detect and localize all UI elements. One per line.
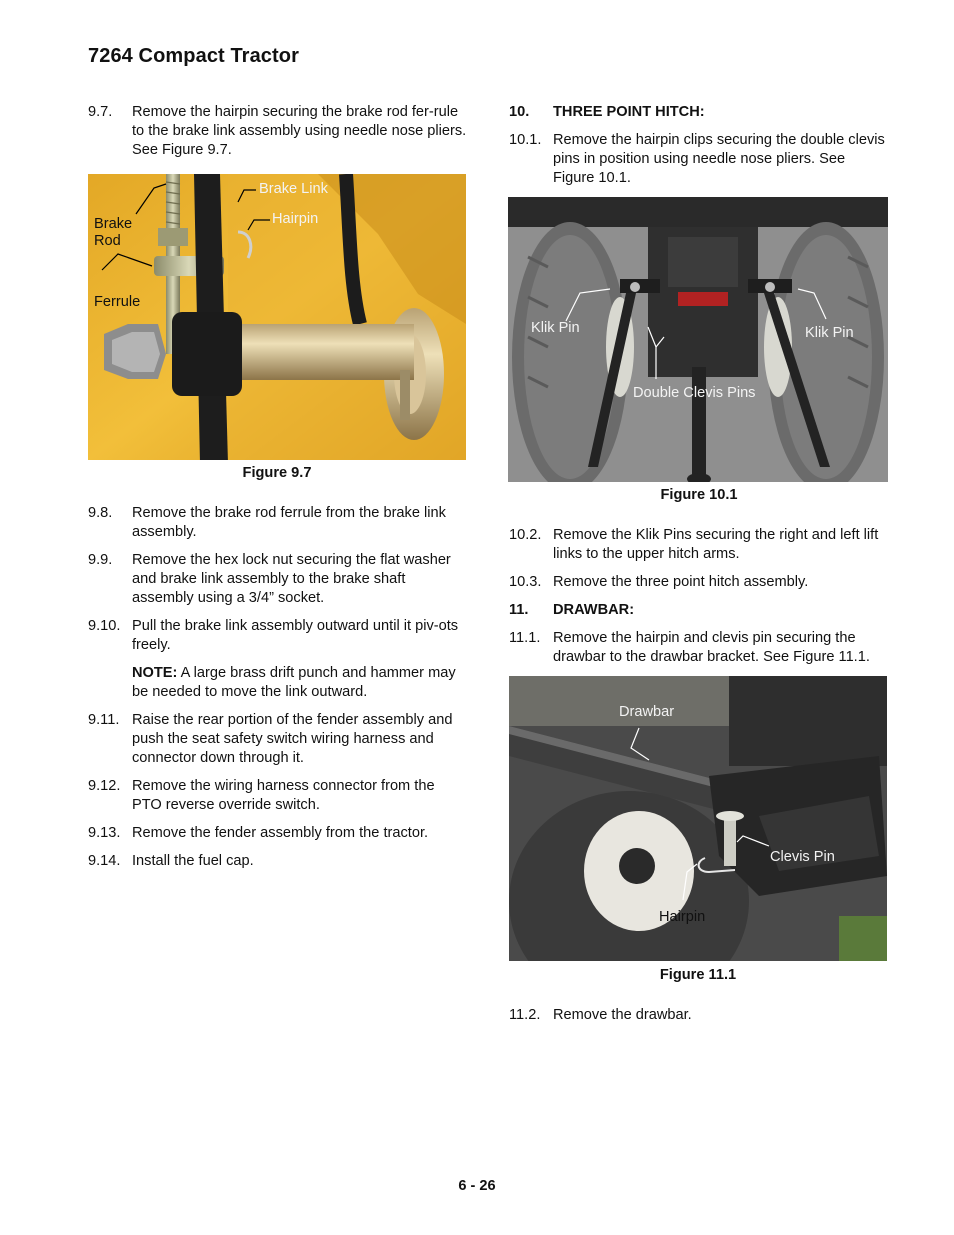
- step-number: 10.3.: [509, 574, 542, 590]
- label-klik-pin-left: Klik Pin: [531, 320, 580, 336]
- label-clevis-pin: Clevis Pin: [770, 849, 835, 865]
- page-title: 7264 Compact Tractor: [88, 45, 299, 67]
- note-label: NOTE:: [132, 665, 178, 681]
- step-text: Raise the rear portion of the fender assembly and push the seat safety switch wiring harness and connector down through it.: [132, 712, 453, 766]
- left-column: [88, 103, 468, 880]
- step-number: 9.10.: [88, 618, 121, 634]
- step-text: Remove the hairpin securing the brake rod fer-rule to the brake link assembly using needle nose pliers. See Figure 9.7.: [132, 104, 467, 158]
- step-9-13: [88, 824, 468, 843]
- step-text: Remove the Klik Pins securing the right and left lift links to the upper hitch arms.: [553, 527, 879, 562]
- step-number: 11.1.: [509, 630, 541, 646]
- label-klik-pin-right: Klik Pin: [805, 325, 854, 341]
- step-number: 9.13.: [88, 825, 121, 841]
- section-11-heading: [509, 601, 889, 620]
- label-double-clevis-pins: Double Clevis Pins: [633, 385, 756, 401]
- step-number: 9.9.: [88, 552, 113, 568]
- note: [132, 664, 468, 702]
- step-number: 10.1.: [509, 132, 542, 148]
- step-number: 9.12.: [88, 778, 121, 794]
- step-text: Remove the hairpin and clevis pin securing the drawbar to the drawbar bracket. See Figure 11.1.: [553, 630, 870, 665]
- section-title: THREE POINT HITCH:: [553, 104, 705, 120]
- step-9-11: [88, 711, 468, 768]
- section-title: DRAWBAR:: [553, 602, 635, 618]
- label-brake-link: Brake Link: [259, 181, 328, 197]
- right-column: [509, 103, 889, 1034]
- figure-11-1-caption: Figure 11.1: [659, 967, 737, 983]
- step-9-7: [88, 103, 468, 160]
- step-number: 9.8.: [88, 505, 113, 521]
- figure-10-1-image: [508, 197, 888, 482]
- label-ferrule: Ferrule: [94, 294, 141, 310]
- note-text: A large brass drift punch and hammer may be needed to move the link outward.: [132, 665, 456, 700]
- step-10-3: [509, 573, 889, 592]
- step-9-14: [88, 852, 468, 871]
- step-number: 9.14.: [88, 853, 121, 869]
- step-9-9: [88, 551, 468, 608]
- step-number: 9.11.: [88, 712, 120, 728]
- section-number: 11.: [509, 602, 529, 618]
- step-text: Remove the hex lock nut securing the flat washer and brake link assembly to the brake shaft assembly using a 3/4” socket.: [132, 552, 451, 606]
- step-text: Pull the brake link assembly outward until it piv-ots freely.: [132, 618, 459, 653]
- step-9-8: [88, 504, 468, 542]
- step-text: Remove the fender assembly from the tractor.: [132, 825, 429, 841]
- step-number: 10.2.: [509, 527, 542, 543]
- label-brake-rod: Brake Rod: [94, 216, 133, 249]
- step-text: Remove the wiring harness connector from the PTO reverse override switch.: [132, 778, 435, 813]
- label-hairpin: Hairpin: [272, 211, 319, 227]
- step-text: Remove the brake rod ferrule from the brake link assembly.: [132, 505, 446, 540]
- figure-9-7-caption: Figure 9.7: [242, 465, 312, 481]
- step-text: Remove the drawbar.: [553, 1007, 692, 1023]
- step-9-10: [88, 617, 468, 655]
- step-text: Install the fuel cap.: [132, 853, 254, 869]
- figure-9-7-image: [88, 174, 466, 460]
- step-text: Remove the three point hitch assembly.: [553, 574, 809, 590]
- step-10-1: [509, 131, 889, 188]
- step-10-2: [509, 526, 889, 564]
- label-hairpin: Hairpin: [659, 909, 706, 925]
- figure-10-1-caption: Figure 10.1: [660, 487, 738, 503]
- figure-11-1-image: [509, 676, 887, 961]
- label-drawbar: Drawbar: [619, 704, 675, 720]
- step-11-2: [509, 1006, 889, 1025]
- step-number: 11.2.: [509, 1007, 541, 1023]
- step-number: 9.7.: [88, 104, 113, 120]
- page-number: 6 - 26: [458, 1178, 496, 1194]
- step-11-1: [509, 629, 889, 667]
- step-text: Remove the hairpin clips securing the double clevis pins in position using needle nose pliers. See Figure 10.1.: [553, 132, 885, 186]
- section-number: 10.: [509, 104, 530, 120]
- section-10-heading: [509, 103, 889, 122]
- step-9-12: [88, 777, 468, 815]
